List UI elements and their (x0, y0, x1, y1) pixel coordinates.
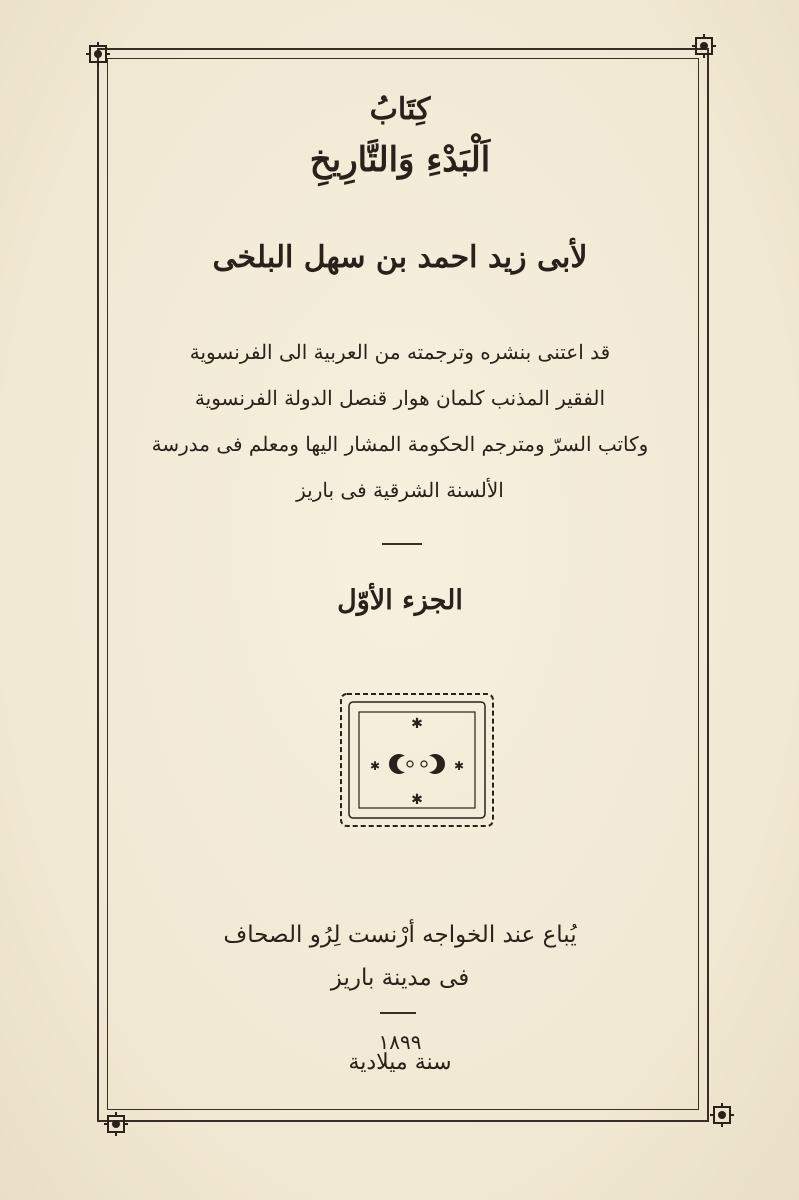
divider-rule (380, 1012, 416, 1014)
svg-text:✱: ✱ (411, 792, 423, 808)
description-line: وكاتب السرّ ومترجم الحكومة المشار اليها ومعلم فى مدرسة (151, 432, 649, 456)
corner-ornament-icon (710, 1103, 734, 1127)
divider-rule (382, 543, 422, 545)
book-title: اَلْبَدْءِ وَالتَّارِيخِ (309, 140, 491, 180)
publication-year: ١٨٩٩ (378, 1030, 422, 1054)
publisher-line: يُباع عند الخواجه أرْنست لِرُو الصحاف (223, 922, 577, 948)
author-line: لأبى زيد احمد بن سهل البلخى (212, 240, 588, 275)
printer-ornament-icon (337, 690, 497, 830)
corner-ornament-icon (692, 34, 716, 58)
book-label: كِتَابُ (369, 92, 431, 127)
description-line: الألسنة الشرقية فى باريز (296, 478, 504, 502)
svg-text:✱: ✱ (453, 759, 465, 773)
era-label: سنة ميلادية (348, 1050, 452, 1075)
corner-ornament-icon (86, 42, 110, 66)
city-line: فى مدينة باريز (330, 965, 470, 991)
svg-text:✱: ✱ (369, 759, 381, 773)
volume-label: الجزء الأوّل (337, 585, 463, 616)
svg-text:✱: ✱ (411, 716, 423, 732)
description-line: الفقير المذنب كلمان هوار قنصل الدولة الفرنسوية (194, 386, 606, 410)
title-page-content (120, 0, 680, 1200)
description-line: قد اعتنى بنشره وترجمته من العربية الى الفرنسوية (189, 340, 611, 364)
